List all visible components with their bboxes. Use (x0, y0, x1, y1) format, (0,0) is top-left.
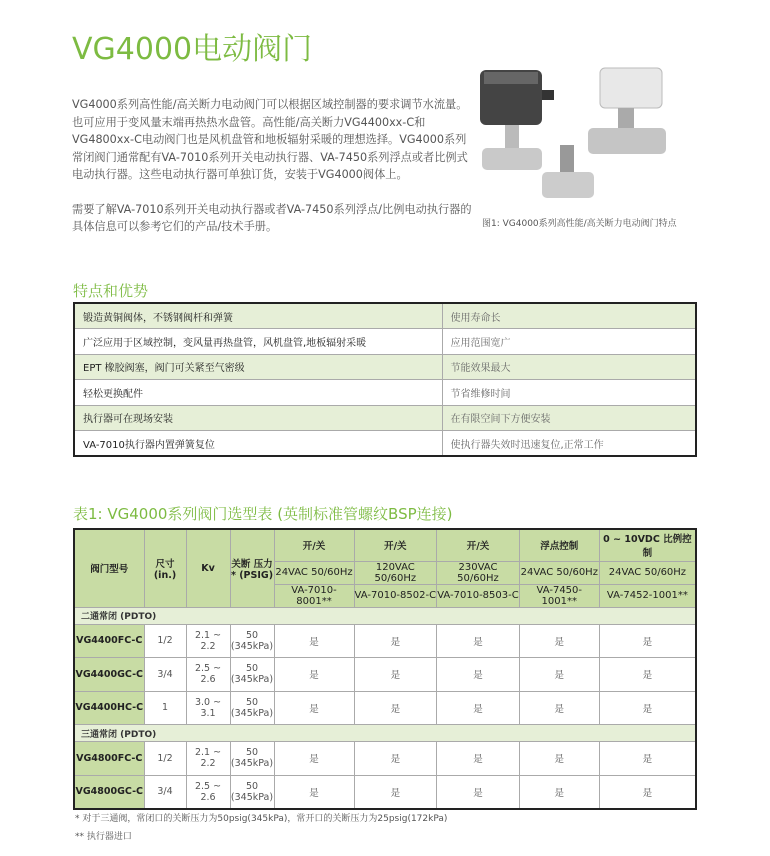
feature-text: 轻松更换配件 (74, 380, 442, 406)
valve-model: VG4800GC-C (74, 775, 144, 809)
valve-kv: 2.1 ~ 2.2 (186, 742, 230, 776)
intro-text (72, 96, 472, 253)
header-actuator-model: VA-7010-8502-C (354, 584, 437, 607)
valve-kv: 2.1 ~ 2.2 (186, 624, 230, 658)
compatibility-cell: 是 (519, 624, 599, 658)
header-power: 230VAC 50/60Hz (437, 561, 520, 584)
section-label: 三通常闭 (PDTO) (74, 725, 696, 742)
feature-text: 执行器可在现场安装 (74, 405, 442, 431)
compatibility-cell: 是 (274, 691, 354, 725)
close-off-pressure (230, 658, 274, 692)
header-pressure: 关断 压力* (PSIG) (230, 529, 274, 607)
header-power: 24VAC 50/60Hz (274, 561, 354, 584)
compatibility-cell: 是 (437, 775, 520, 809)
compatibility-cell: 是 (354, 775, 437, 809)
table-row (74, 742, 696, 776)
feature-row (74, 354, 696, 380)
valve-kv: 3.0 ~ 3.1 (186, 691, 230, 725)
compatibility-cell: 是 (599, 742, 696, 776)
compatibility-cell: 是 (519, 691, 599, 725)
compatibility-cell: 是 (519, 775, 599, 809)
compatibility-cell: 是 (274, 742, 354, 776)
compatibility-cell: 是 (599, 691, 696, 725)
figure-caption: 图1: VG4000系列高性能/高关断力电动阀门特点 (482, 219, 677, 229)
feature-text: 锻造黄铜阀体，不锈钢阀杆和弹簧 (74, 303, 442, 329)
valve-kv: 2.5 ~ 2.6 (186, 775, 230, 809)
header-power: 24VAC 50/60Hz (599, 561, 696, 584)
compatibility-cell: 是 (437, 624, 520, 658)
compatibility-cell: 是 (519, 658, 599, 692)
valve-model: VG4400HC-C (74, 691, 144, 725)
header-kv: Kv (186, 529, 230, 607)
benefit-text: 在有限空间下方便安装 (442, 405, 696, 431)
header-actuator-model: VA-7010-8503-C (437, 584, 520, 607)
valve-size: 1 (144, 691, 186, 725)
table-row (74, 775, 696, 809)
section-row (74, 607, 696, 624)
intro-paragraph: VG4000系列高性能/高关断力电动阀门可以根据区域控制器的要求调节水流量。也可应用于变风量末端再热热水盘管。高性能/高关断力VG4400xx-C和VG4800xx-C电动阀门也是风机盘管和地板辐射采暖的理想选择。VG4000系列常闭阀门通常配有VA-7010系列开关电动执行器、VA-7450系列浮点或者比例式电动执行器。这些电动执行器可单独订货，安装于VG4000阀体上。 (72, 98, 468, 181)
compatibility-cell: 是 (354, 742, 437, 776)
footnote: ** 执行器进口 (75, 832, 132, 842)
table-row (74, 624, 696, 658)
header-actuator-model: VA-7450-1001** (519, 584, 599, 607)
table-row (74, 658, 696, 692)
pressure-psig: 50 (245, 747, 259, 759)
valve-size: 3/4 (144, 775, 186, 809)
header-power: 24VAC 50/60Hz (519, 561, 599, 584)
compatibility-cell: 是 (599, 775, 696, 809)
selection-table (73, 528, 697, 810)
feature-row (74, 431, 696, 457)
valve-size: 1/2 (144, 742, 186, 776)
selection-heading: 表1: VG4000系列阀门选型表 (英制标准管螺纹BSP连接) (73, 505, 453, 523)
feature-text: VA-7010执行器内置弹簧复位 (74, 431, 442, 457)
header-size: 尺寸 (in.) (144, 529, 186, 607)
pressure-kpa: (345kPa) (230, 707, 274, 719)
benefit-text: 节省维修时间 (442, 380, 696, 406)
table-row (74, 691, 696, 725)
compatibility-cell: 是 (437, 691, 520, 725)
feature-row (74, 329, 696, 355)
pressure-psig: 50 (245, 696, 259, 708)
valve-size: 1/2 (144, 624, 186, 658)
compatibility-cell: 是 (599, 658, 696, 692)
compatibility-cell: 是 (354, 691, 437, 725)
pressure-kpa: (345kPa) (230, 758, 274, 770)
close-off-pressure (230, 775, 274, 809)
header-actuator-type: 0 ~ 10VDC 比例控制 (599, 529, 696, 561)
header-actuator-type: 开/关 (274, 529, 354, 561)
feature-text: 广泛应用于区域控制，变风量再热盘管，风机盘管,地板辐射采暖 (74, 329, 442, 355)
section-label: 二通常闭 (PDTO) (74, 607, 696, 624)
features-table (73, 302, 697, 457)
pressure-kpa: (345kPa) (230, 791, 274, 803)
feature-text: EPT 橡胶阀塞，阀门可关紧至气密级 (74, 354, 442, 380)
header-actuator-type: 浮点控制 (519, 529, 599, 561)
close-off-pressure (230, 624, 274, 658)
feature-row (74, 303, 696, 329)
close-off-pressure (230, 742, 274, 776)
valve-model: VG4800FC-C (74, 742, 144, 776)
section-row (74, 725, 696, 742)
header-actuator-model: VA-7010-8001** (274, 584, 354, 607)
valve-kv: 2.5 ~ 2.6 (186, 658, 230, 692)
feature-row (74, 405, 696, 431)
feature-row (74, 380, 696, 406)
header-actuator-type: 开/关 (354, 529, 437, 561)
pressure-psig: 50 (245, 629, 259, 641)
benefit-text: 节能效果最大 (442, 354, 696, 380)
compatibility-cell: 是 (599, 624, 696, 658)
close-off-pressure (230, 691, 274, 725)
pressure-kpa: (345kPa) (230, 674, 274, 686)
valve-product-image (470, 60, 685, 210)
compatibility-cell: 是 (354, 658, 437, 692)
benefit-text: 使用寿命长 (442, 303, 696, 329)
valve-size: 3/4 (144, 658, 186, 692)
footnote: * 对于三通阀，常闭口的关断压力为50psig(345kPa)，常开口的关断压力为25psig(172kPa) (75, 814, 448, 824)
compatibility-cell: 是 (437, 742, 520, 776)
pressure-psig: 50 (245, 663, 259, 675)
pressure-psig: 50 (245, 780, 259, 792)
header-model: 阀门型号 (74, 529, 144, 607)
compatibility-cell: 是 (274, 658, 354, 692)
valve-model: VG4400GC-C (74, 658, 144, 692)
compatibility-cell: 是 (354, 624, 437, 658)
compatibility-cell: 是 (274, 775, 354, 809)
valve-model: VG4400FC-C (74, 624, 144, 658)
pressure-kpa: (345kPa) (230, 640, 274, 652)
benefit-text: 使执行器失效时迅速复位,正常工作 (442, 431, 696, 457)
intro-paragraph: 需要了解VA-7010系列开关电动执行器或者VA-7450系列浮点/比例电动执行器的具体信息可以参考它们的产品/技术手册。 (72, 202, 472, 233)
features-heading: 特点和优势 (73, 282, 149, 300)
header-actuator-type: 开/关 (437, 529, 520, 561)
compatibility-cell: 是 (274, 624, 354, 658)
header-power: 120VAC 50/60Hz (354, 561, 437, 584)
header-actuator-model: VA-7452-1001** (599, 584, 696, 607)
compatibility-cell: 是 (437, 658, 520, 692)
compatibility-cell: 是 (519, 742, 599, 776)
page-title: VG4000电动阀门 (72, 32, 313, 67)
benefit-text: 应用范围宽广 (442, 329, 696, 355)
